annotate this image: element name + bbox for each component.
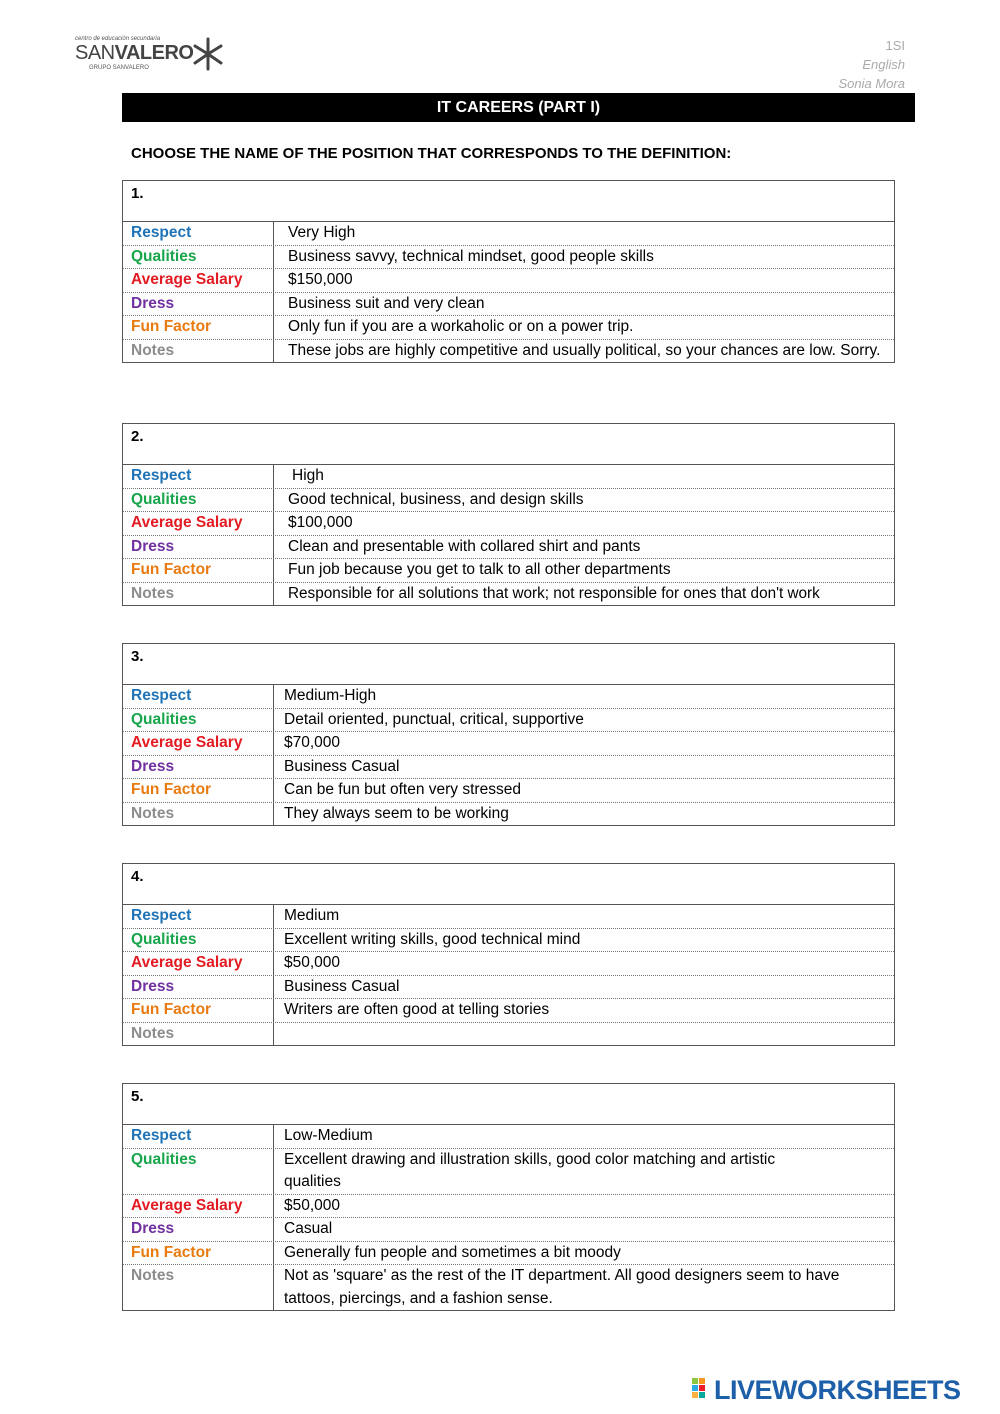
card-number[interactable]: 2. (123, 424, 894, 465)
label-dress: Dress (123, 536, 274, 559)
label-salary: Average Salary (123, 269, 274, 292)
value-respect: Medium (284, 907, 340, 924)
label-notes: Notes (123, 340, 274, 363)
value-qualities: Excellent writing skills, good technical mind (284, 930, 581, 948)
label-respect: Respect (123, 465, 274, 488)
label-dress: Dress (123, 1218, 274, 1241)
label-dress: Dress (123, 976, 274, 999)
label-respect: Respect (123, 685, 274, 708)
label-fun: Fun Factor (123, 316, 274, 339)
liveworksheets-wordmark: LIVEWORKSHEETS (714, 1375, 961, 1405)
row-qualities (123, 489, 894, 513)
logo-tagline: centro de educación secundaria (75, 36, 161, 42)
course-code: 1SI (885, 38, 905, 53)
position-card (122, 863, 895, 1046)
row-respect (123, 465, 894, 489)
card-number[interactable]: 3. (123, 644, 894, 685)
row-notes (123, 340, 894, 363)
label-qualities: Qualities (123, 489, 274, 512)
row-qualities (123, 246, 894, 270)
star-logo-icon (191, 36, 225, 72)
row-fun (123, 316, 894, 340)
value-notes (274, 1023, 894, 1046)
row-respect (123, 1125, 894, 1149)
row-respect (123, 905, 894, 929)
row-salary (123, 952, 894, 976)
row-qualities (123, 929, 894, 953)
label-salary: Average Salary (123, 1195, 274, 1218)
label-notes: Notes (123, 1265, 274, 1310)
label-respect: Respect (123, 905, 274, 928)
row-salary (123, 1195, 894, 1219)
label-dress: Dress (123, 293, 274, 316)
label-fun: Fun Factor (123, 559, 274, 582)
value-fun: Generally fun people and sometimes a bit moody (284, 1243, 621, 1261)
value-salary: $50,000 (284, 1196, 341, 1214)
row-salary (123, 269, 894, 293)
value-salary: $70,000 (284, 734, 341, 751)
value-respect: High (292, 467, 324, 484)
label-notes: Notes (123, 803, 274, 826)
row-fun (123, 779, 894, 803)
value-salary: $150,000 (288, 271, 353, 288)
logo-name-light: SAN (75, 42, 115, 64)
value-qualities: Good technical, business, and design skills (288, 490, 584, 508)
logo-name-bold: VALERO (114, 42, 194, 64)
value-qualities: Detail oriented, punctual, critical, supportive (284, 710, 584, 728)
value-fun: Fun job because you get to talk to all other departments (288, 561, 671, 578)
value-fun: Only fun if you are a workaholic or on a power trip. (288, 318, 634, 335)
row-salary (123, 512, 894, 536)
position-card (122, 180, 895, 363)
value-respect: Medium-High (284, 687, 377, 704)
teacher-name: Sonia Mora (838, 76, 905, 91)
liveworksheets-brand[interactable] (692, 1375, 992, 1405)
value-dress: Casual (284, 1220, 333, 1237)
row-dress (123, 1218, 894, 1242)
label-salary: Average Salary (123, 732, 274, 755)
value-salary: $50,000 (284, 954, 341, 971)
row-notes (123, 583, 894, 606)
position-card (122, 1083, 895, 1311)
value-dress: Business Casual (284, 977, 400, 995)
value-dress: Clean and presentable with collared shirt and pants (288, 537, 641, 555)
logo-group: GRUPO SANVALERO (89, 65, 149, 71)
document-meta (839, 36, 905, 93)
label-qualities: Qualities (123, 246, 274, 269)
value-respect: Very High (288, 224, 356, 241)
position-card (122, 643, 895, 826)
label-fun: Fun Factor (123, 999, 274, 1022)
row-respect (123, 222, 894, 246)
value-notes: Not as 'square' as the rest of the IT department. All good designers seem to have tattoos, piercings, and a fashion sense. (284, 1267, 840, 1307)
label-salary: Average Salary (123, 512, 274, 535)
value-fun: Writers are often good at telling stories (284, 1001, 550, 1018)
row-salary (123, 732, 894, 756)
page-title: IT CAREERS (PART I) (122, 93, 915, 122)
card-number[interactable]: 1. (123, 181, 894, 222)
row-fun (123, 559, 894, 583)
sanvalero-logo (75, 36, 235, 76)
row-dress (123, 293, 894, 317)
row-notes (123, 1265, 894, 1310)
row-notes (123, 1023, 894, 1046)
value-qualities: Business savvy, technical mindset, good people skills (288, 247, 654, 265)
row-dress (123, 756, 894, 780)
card-number[interactable]: 5. (123, 1084, 894, 1125)
label-qualities: Qualities (123, 929, 274, 952)
value-notes: Responsible for all solutions that work; not responsible for ones that don't work (288, 584, 820, 602)
value-salary: $100,000 (288, 514, 353, 531)
label-respect: Respect (123, 1125, 274, 1148)
label-dress: Dress (123, 756, 274, 779)
label-salary: Average Salary (123, 952, 274, 975)
row-respect (123, 685, 894, 709)
label-fun: Fun Factor (123, 779, 274, 802)
value-notes: They always seem to be working (284, 804, 509, 822)
label-respect: Respect (123, 222, 274, 245)
liveworksheets-logo-icon (692, 1378, 712, 1402)
row-qualities (123, 1149, 894, 1195)
subject-name: English (862, 57, 905, 72)
row-dress (123, 976, 894, 1000)
logo-name (75, 42, 193, 65)
value-dress: Business suit and very clean (288, 294, 485, 312)
row-fun (123, 1242, 894, 1266)
row-fun (123, 999, 894, 1023)
value-respect: Low-Medium (284, 1127, 373, 1144)
instruction-text: CHOOSE THE NAME OF THE POSITION THAT CORRESPONDS TO THE DEFINITION: (131, 145, 732, 162)
value-notes: These jobs are highly competitive and usually political, so your chances are low. Sorry. (288, 341, 881, 359)
label-qualities: Qualities (123, 709, 274, 732)
label-qualities: Qualities (123, 1149, 274, 1194)
row-notes (123, 803, 894, 826)
label-fun: Fun Factor (123, 1242, 274, 1265)
position-card (122, 423, 895, 606)
row-dress (123, 536, 894, 560)
row-qualities (123, 709, 894, 733)
value-qualities: Excellent drawing and illustration skills, good color matching and artistic qualities (284, 1150, 776, 1190)
value-dress: Business Casual (284, 757, 400, 775)
label-notes: Notes (123, 583, 274, 606)
card-number[interactable]: 4. (123, 864, 894, 905)
value-fun: Can be fun but often very stressed (284, 781, 521, 798)
label-notes: Notes (123, 1023, 274, 1046)
